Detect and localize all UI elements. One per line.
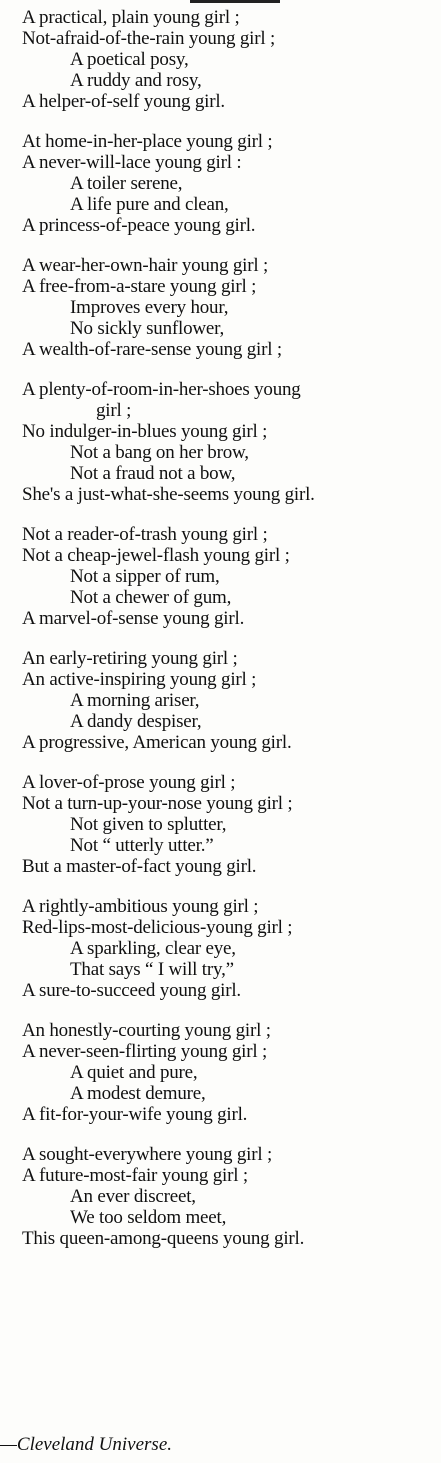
stanza-5 (22, 525, 438, 629)
poem-line: Not “ utterly utter.” (70, 834, 214, 856)
poem-line: A practical, plain young girl ; (22, 7, 240, 28)
poem-line: A life pure and clean, (70, 193, 229, 215)
stanza-10 (22, 1145, 438, 1249)
poem-line: A modest demure, (70, 1082, 206, 1104)
poem-line: But a master-of-fact young girl. (22, 855, 257, 877)
poem-line: A poetical posy, (70, 48, 189, 70)
source-attribution: —Cleveland Universe. (0, 1434, 173, 1455)
stanza-9 (22, 1021, 438, 1125)
poem-line: A sparkling, clear eye, (70, 938, 236, 959)
poem-line: A never-will-lace young girl : (22, 151, 242, 173)
poem-line: An honestly-courting young girl ; (22, 1020, 271, 1042)
poem-line: Not given to splutter, (70, 813, 227, 835)
poem-line: A fit-for-your-wife young girl. (22, 1103, 248, 1125)
poem-line: A future-most-fair young girl ; (22, 1165, 248, 1187)
poem-line: A sought-everywhere young girl ; (22, 1144, 273, 1166)
poem-line: An early-retiring young girl ; (22, 648, 238, 670)
poem-line: An ever discreet, (70, 1186, 196, 1208)
top-rule-divider (190, 0, 280, 3)
poem (22, 8, 438, 1269)
poem-line: A plenty-of-room-in-her-shoes young (22, 379, 301, 401)
poem-line: Not a reader-of-trash young girl ; (22, 524, 268, 546)
poem-line: That says “ I will try,” (70, 958, 234, 980)
poem-line: A never-seen-flirting young girl ; (22, 1041, 268, 1063)
poem-line: Not a fraud not a bow, (70, 462, 236, 484)
poem-line: An active-inspiring young girl ; (22, 669, 257, 691)
stanza-4 (22, 380, 438, 505)
poem-line: Red-lips-most-delicious-young girl ; (22, 917, 293, 939)
poem-line: No indulger-in-blues young girl ; (22, 420, 268, 442)
stanza-8 (22, 897, 438, 1001)
stanza-3 (22, 256, 438, 360)
poem-line: A progressive, American young girl. (22, 731, 292, 753)
poem-line: At home-in-her-place young girl ; (22, 131, 273, 153)
poem-line: Improves every hour, (70, 296, 229, 318)
poem-line: Not a cheap-jewel-flash young girl ; (22, 544, 290, 566)
poem-line: This queen-among-queens young girl. (22, 1227, 305, 1249)
poem-line: A wealth-of-rare-sense young girl ; (22, 338, 282, 360)
poem-line: A ruddy and rosy, (70, 69, 202, 91)
poem-line-continuation: girl ; (96, 400, 132, 422)
poem-line: We too seldom meet, (70, 1206, 227, 1228)
poem-line: Not a chewer of gum, (70, 586, 232, 608)
poem-line: Not a bang on her brow, (70, 441, 249, 463)
poem-line: A lover-of-prose young girl ; (22, 772, 236, 794)
stanza-7 (22, 773, 438, 877)
poem-line: A morning ariser, (70, 689, 200, 711)
poem-line: Not a turn-up-your-nose young girl ; (22, 793, 293, 815)
stanza-6 (22, 649, 438, 753)
poem-line: A free-from-a-stare young girl ; (22, 275, 257, 297)
poem-line: A sure-to-succeed young girl. (22, 979, 241, 1001)
poem-line: A dandy despiser, (70, 710, 202, 732)
stanza-2 (22, 132, 438, 236)
stanza-1 (22, 8, 438, 112)
poem-line: No sickly sunflower, (70, 317, 225, 339)
poem-line: A marvel-of-sense young girl. (22, 607, 245, 629)
poem-line: A quiet and pure, (70, 1062, 198, 1084)
poem-line: Not a sipper of rum, (70, 565, 220, 587)
poem-line: A princess-of-peace young girl. (22, 214, 256, 236)
poem-line: A toiler serene, (70, 172, 183, 194)
poem-line: A helper-of-self young girl. (22, 90, 225, 112)
poem-line: She's a just-what-she-seems young girl. (22, 483, 315, 505)
poem-line: A rightly-ambitious young girl ; (22, 896, 259, 918)
poem-line: A wear-her-own-hair young girl ; (22, 255, 269, 277)
poem-line: Not-afraid-of-the-rain young girl ; (22, 27, 276, 49)
